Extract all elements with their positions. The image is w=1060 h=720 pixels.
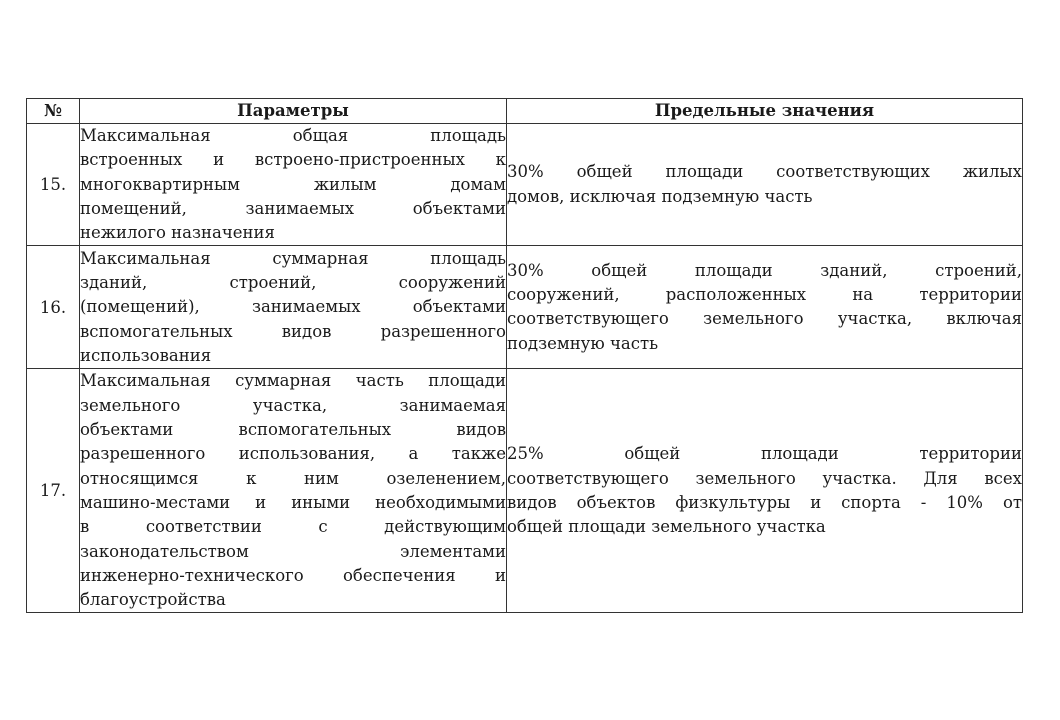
word: а — [408, 444, 419, 464]
word: участка, — [837, 309, 913, 329]
word: на — [852, 285, 874, 305]
word: площади — [694, 260, 773, 280]
table-header-row — [27, 99, 1023, 124]
word: в — [80, 517, 90, 537]
word: домам — [450, 174, 506, 194]
word: жилым — [313, 174, 377, 194]
word: 25% — [507, 444, 544, 464]
word: видов — [456, 420, 506, 440]
header-number: № — [27, 99, 80, 124]
word: с — [318, 517, 328, 537]
value-line — [507, 259, 1022, 283]
parameter-line: благоустройства — [80, 590, 226, 610]
word: видов — [281, 321, 332, 341]
value-line — [507, 442, 1022, 466]
word: использования, — [238, 444, 376, 464]
row-limit-value — [507, 369, 1023, 613]
word: суммарная — [235, 371, 332, 391]
word: озеленением, — [386, 468, 506, 488]
word: сооружений, — [507, 285, 620, 305]
parameter-line — [80, 564, 506, 588]
word: сооружений — [398, 273, 506, 293]
parameter-line — [80, 124, 506, 148]
word: площадь — [430, 248, 506, 268]
word: общая — [292, 126, 349, 145]
word: соответствующих — [776, 162, 930, 182]
word: Для — [923, 468, 958, 488]
parameter-line — [80, 540, 506, 564]
value-line: общей площади земельного участка — [507, 517, 826, 537]
word: действующим — [384, 517, 506, 537]
header-limits: Предельные значения — [507, 99, 1023, 124]
word: иными — [291, 492, 351, 512]
word: физкультуры — [675, 492, 791, 512]
parameter-line — [80, 271, 506, 295]
header-parameters: Параметры — [80, 99, 507, 124]
word: строений, — [935, 260, 1022, 280]
table-row — [27, 124, 1023, 246]
word: объектами — [412, 198, 506, 218]
word: площади — [760, 444, 839, 464]
word: строений, — [229, 273, 317, 293]
word: общей — [576, 162, 633, 182]
parameter-line — [80, 515, 506, 539]
word: ним — [304, 468, 339, 488]
value-line — [507, 491, 1022, 515]
word: Максимальная — [80, 371, 211, 391]
word: земельного — [703, 309, 804, 329]
word: законодательством — [80, 541, 249, 561]
word: разрешенного — [380, 321, 506, 341]
word: Максимальная — [80, 248, 211, 268]
word: участка. — [822, 468, 897, 488]
word: также — [451, 444, 506, 464]
word: машино-местами — [80, 492, 231, 512]
row-number: 17. — [27, 369, 80, 613]
parameter-line — [80, 247, 506, 271]
parameter-line: нежилого назначения — [80, 223, 275, 243]
parameter-line — [80, 467, 506, 491]
word: от — [1002, 492, 1022, 512]
word: и — [810, 492, 822, 512]
word: к — [495, 150, 506, 170]
word: земельного — [695, 468, 796, 488]
word: соответствующего — [507, 468, 669, 488]
word: вспомогательных — [238, 420, 392, 440]
word: встроено-пристроенных — [254, 150, 465, 170]
word: объектов — [576, 492, 656, 512]
word: видов — [507, 492, 557, 512]
word: расположенных — [665, 285, 807, 305]
word: спорта — [841, 492, 901, 512]
word: зданий, — [820, 260, 888, 280]
row-parameter — [80, 124, 507, 246]
table-row — [27, 246, 1023, 369]
row-number: 16. — [27, 246, 80, 369]
word: встроенных — [80, 150, 183, 170]
parameter-line — [80, 320, 506, 344]
parameter-line — [80, 394, 506, 418]
row-limit-value — [507, 246, 1023, 369]
word: территории — [919, 285, 1022, 305]
word: объектами — [80, 420, 174, 440]
word: земельного — [80, 395, 181, 415]
value-line — [507, 283, 1022, 307]
word: участка, — [252, 395, 328, 415]
row-number: 15. — [27, 124, 80, 246]
word: всех — [984, 468, 1022, 488]
word: соответствующего — [507, 309, 669, 329]
word: общей — [591, 260, 648, 280]
parameter-line — [80, 418, 506, 442]
row-parameter — [80, 246, 507, 369]
word: и — [213, 150, 225, 170]
word: 30% — [507, 260, 544, 280]
word: зданий, — [80, 273, 148, 293]
word: территории — [919, 444, 1022, 464]
word: вспомогательных — [80, 321, 233, 341]
word: часть — [355, 371, 404, 391]
parameter-line — [80, 491, 506, 515]
word: многоквартирным — [80, 174, 240, 194]
word: площади — [665, 162, 744, 182]
word: площадь — [430, 126, 506, 145]
word: и — [494, 565, 506, 585]
word: - — [920, 492, 927, 512]
value-line — [507, 160, 1022, 184]
value-line: домов, исключая подземную часть — [507, 186, 813, 206]
word: обеспечения — [342, 565, 456, 585]
word: занимаемых — [245, 198, 355, 218]
parameter-line — [80, 369, 506, 393]
word: 10% — [946, 492, 983, 512]
parameter-line — [80, 295, 506, 319]
word: 30% — [507, 162, 544, 182]
word: включая — [946, 309, 1022, 329]
limits-table — [26, 98, 1023, 613]
parameter-line — [80, 173, 506, 197]
word: объектами — [412, 297, 506, 317]
word: Максимальная — [80, 126, 211, 145]
value-line — [507, 307, 1022, 331]
word: инженерно-технического — [80, 565, 304, 585]
table-row — [27, 369, 1023, 613]
word: необходимыми — [375, 492, 506, 512]
word: разрешенного — [80, 444, 206, 464]
word: соответствии — [145, 517, 262, 537]
word: помещений, — [80, 198, 187, 218]
row-limit-value — [507, 124, 1023, 246]
word: к — [246, 468, 257, 488]
word: занимаемая — [399, 395, 506, 415]
word: общей — [624, 444, 681, 464]
word: жилых — [962, 162, 1022, 182]
word: площади — [428, 371, 506, 391]
word: и — [255, 492, 267, 512]
word: занимаемых — [251, 297, 361, 317]
parameter-line — [80, 197, 506, 221]
word: суммарная — [272, 248, 369, 268]
value-line: подземную часть — [507, 333, 659, 353]
row-parameter — [80, 369, 507, 613]
word: (помещений), — [80, 297, 200, 317]
parameter-line — [80, 442, 506, 466]
parameter-line — [80, 148, 506, 172]
parameter-line: использования — [80, 345, 212, 365]
value-line — [507, 467, 1022, 491]
word: элементами — [400, 541, 506, 561]
word: относящимся — [80, 468, 199, 488]
